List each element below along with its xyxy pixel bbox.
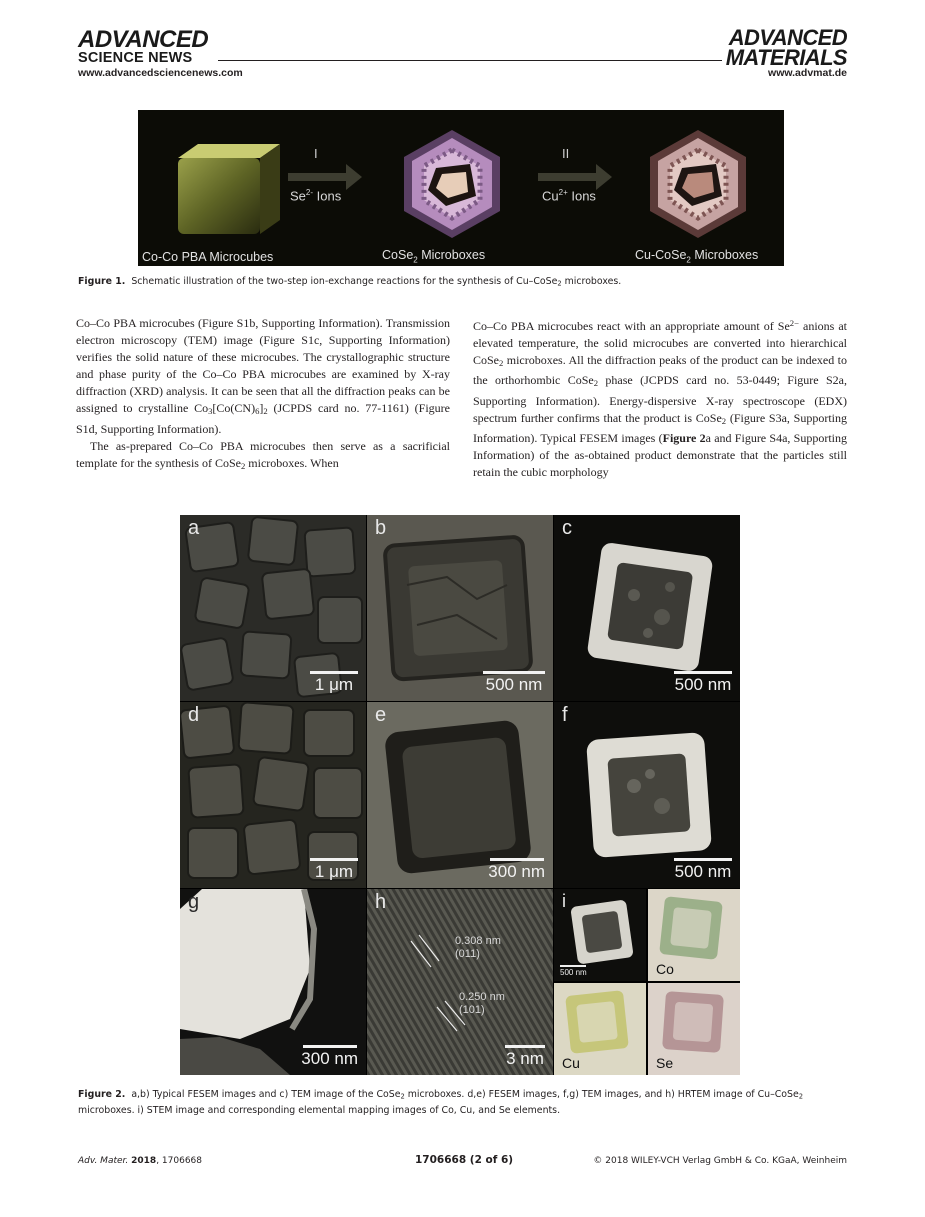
panel-b-fesem <box>367 515 553 701</box>
panel-e-label: e <box>375 704 387 726</box>
logo-right-line1: ADVANCED <box>728 25 847 50</box>
body-column-left <box>76 315 450 475</box>
label-cose2-microboxes: CoSe$_2$ Microboxes <box>382 247 486 264</box>
logo-left-line2: SCIENCE NEWS <box>78 50 193 66</box>
panel-h-label: h <box>375 891 387 913</box>
panel-i-scale-bar: 500 nm <box>560 965 587 977</box>
cu-map-label: Cu <box>562 1055 580 1071</box>
panel-f-tem <box>554 702 740 888</box>
logo-right-line2: MATERIALS <box>725 44 847 70</box>
body-column-right <box>473 315 847 481</box>
cu-map <box>554 983 646 1075</box>
se-map-label: Se <box>656 1055 674 1071</box>
panel-c-tem <box>554 515 740 701</box>
footer-citation: Adv. Mater. 2018, 1706668 <box>78 1156 203 1166</box>
panel-d-scale-bar: 1 μm <box>310 858 358 882</box>
panel-d-label: d <box>188 704 200 726</box>
publisher-url[interactable]: www.advancedsciencenews.com <box>78 67 243 79</box>
panel-f-scale-bar: 500 nm <box>674 858 732 882</box>
panel-a-fesem <box>180 515 366 701</box>
journal-url[interactable]: www.advmat.de <box>768 67 847 79</box>
panel-f-label: f <box>562 704 568 726</box>
label-microcubes: Co-Co PBA Microcubes <box>142 250 274 264</box>
panel-b-scale-bar: 500 nm <box>483 671 545 695</box>
panel-h-scale-bar: 3 nm <box>505 1045 545 1069</box>
panel-a-scale-bar: 1 μm <box>310 671 358 695</box>
lattice-spacing-2: 0.250 nm (101) <box>459 991 505 1016</box>
co-map-label: Co <box>656 961 674 977</box>
panel-g-scale-bar: 300 nm <box>301 1045 358 1069</box>
panel-e-fesem <box>367 702 553 888</box>
paragraph: Co–Co PBA microcubes (Figure S1b, Supporting Information). Transmission electron microscopy (TEM) image (Figure S1c, Supporting Information) verifies the solid nature of these microcubes. The crystallographic structure and phase purity of the Co–Co PBA microcubes are examined by X-ray diffraction (XRD) analysis. It can be seen that all the diffraction peaks can be assigned to crystalline $Co_3[Co(CN)_6]_2$ (JCPDS card no. 77-1161) (Figure S1d, Supporting Information). <box>76 316 450 436</box>
panel-b-label: b <box>375 517 387 539</box>
figure-2-reference[interactable]: Figure 2 <box>662 430 706 445</box>
cose2-microbox-illustration <box>396 128 508 240</box>
arrow-step-2 <box>538 164 612 190</box>
se-map <box>648 983 740 1075</box>
cu-cose2-microbox-illustration <box>642 128 754 240</box>
step-1-numeral: I <box>314 146 318 161</box>
figure-2-micrographs <box>180 515 740 1075</box>
footer-page-number: 1706668 (2 of 6) <box>415 1154 514 1166</box>
step-2-ion-label: $Cu^{2+}$ Ions <box>542 188 596 204</box>
panel-d-fesem <box>180 702 366 888</box>
co-map <box>648 889 740 981</box>
figure-1-schematic <box>138 110 784 266</box>
journal-logo-right <box>725 25 847 70</box>
stem-image <box>554 889 646 981</box>
figure-1-caption: Figure 1. Schematic illustration of the two-step ion-exchange reactions for the synthesis of Cu–CoSe$_2$ microboxes. <box>78 276 622 288</box>
header-rule <box>218 60 722 61</box>
panel-c-label: c <box>562 517 572 539</box>
panel-c-scale-bar: 500 nm <box>674 671 732 695</box>
journal-logo-left <box>78 28 208 66</box>
figure-2-caption: Figure 2. a,b) Typical FESEM images and c) TEM image of the CoSe$_2$ microboxes. d,e) FESEM images, f,g) TEM images, and h) HRTEM image of Cu–CoSe$_2$ microboxes. i) STEM image and corresponding elemental mapping images of Co, Cu, and Se elements. <box>78 1089 804 1117</box>
arrow-step-1 <box>288 164 362 190</box>
panel-h-hrtem <box>367 889 553 1075</box>
panel-a-label: a <box>188 517 200 539</box>
panel-i-stem-mapping <box>554 889 740 1075</box>
panel-g-tem <box>180 889 366 1075</box>
footer-copyright: © 2018 WILEY-VCH Verlag GmbH & Co. KGaA, Weinheim <box>593 1156 847 1166</box>
paragraph: Co–Co PBA microcubes react with an appropriate amount of $Se^{2-}$ anions at elevated temperature, the solid microcubes are converted into hierarchical CoSe$_2$ microboxes. All the diffraction peaks of the product can be indexed to the orthorhombic CoSe$_2$ phase (JCPDS card no. 53-0449; Figure S2a, Supporting Information). Energy-dispersive X-ray spectroscope (EDX) spectrum further confirms that the product is CoSe$_2$ (Figure S3a, Supporting Information). Typical FESEM images (Figure 2a and Figure S4a, Supporting Information) of the as-obtained product demonstrate that the particles still retain the cubic morphology <box>473 318 847 480</box>
step-2-numeral: II <box>562 146 570 161</box>
panel-g-label: g <box>188 891 200 913</box>
step-1-ion-label: $Se^{2-}$ Ions <box>290 188 342 204</box>
panel-i-label: i <box>562 891 566 911</box>
lattice-spacing-1: 0.308 nm (011) <box>455 935 501 960</box>
logo-left-line1: ADVANCED <box>78 26 209 53</box>
panel-e-scale-bar: 300 nm <box>488 858 545 882</box>
microcube-illustration <box>172 140 284 236</box>
paragraph: The as-prepared Co–Co PBA microcubes then serve as a sacrificial template for the synthesis of CoSe$_2$ microboxes. When <box>76 438 450 472</box>
label-cu-cose2-microboxes: Cu-CoSe$_2$ Microboxes <box>635 247 759 264</box>
